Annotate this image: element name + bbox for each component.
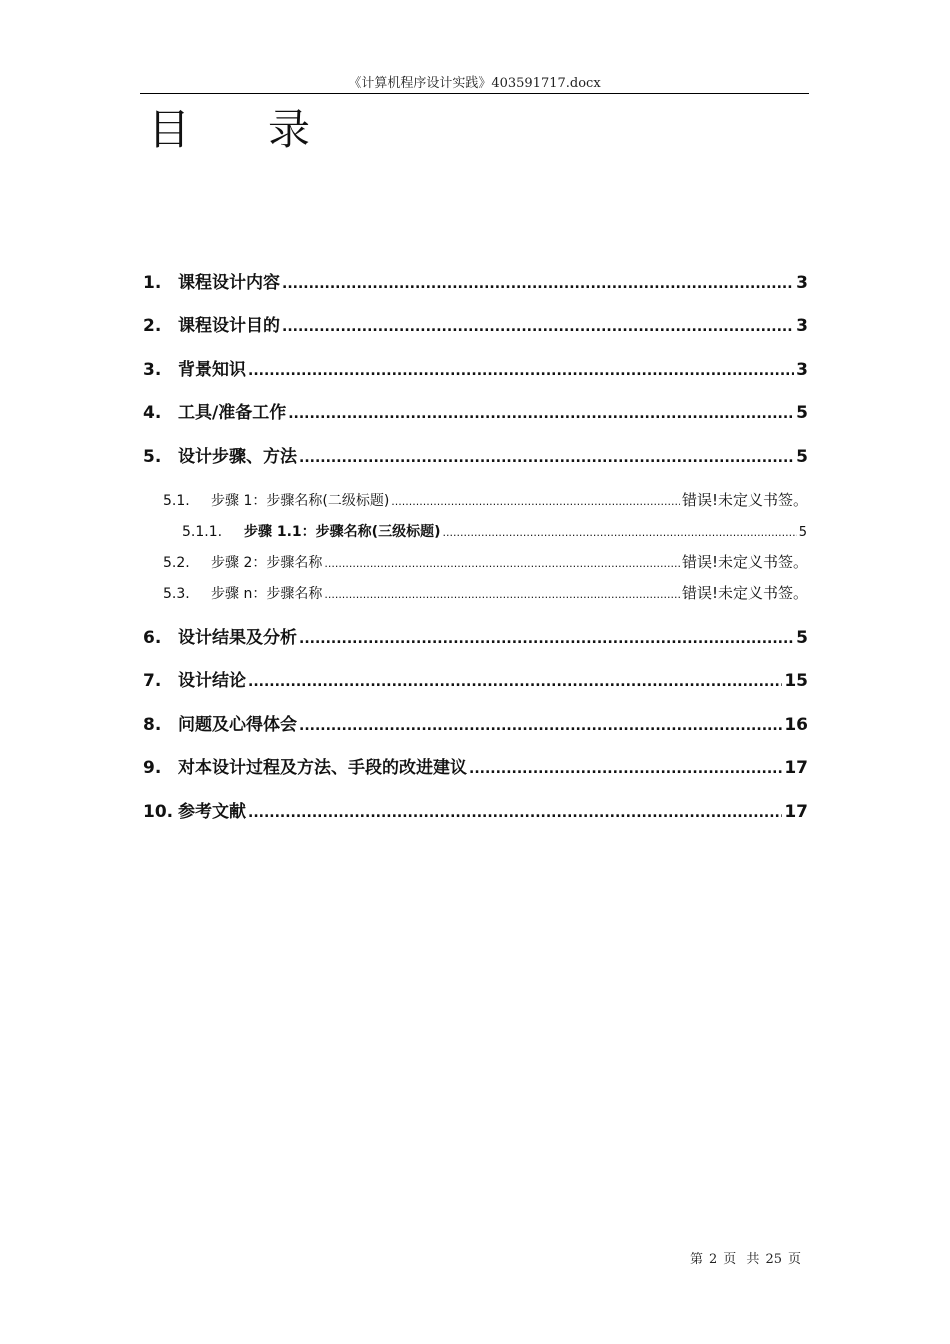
toc-entry-number: 2. xyxy=(143,316,162,336)
toc-entry-page: 3 xyxy=(796,360,808,380)
dot-leader xyxy=(442,526,796,539)
page-footer xyxy=(690,1248,807,1267)
toc-heading-char-2: 录 xyxy=(268,105,311,154)
toc-entry-number: 7. xyxy=(143,671,162,691)
toc-entry-number: 6. xyxy=(143,628,162,648)
footer-middle: 页 共 xyxy=(723,1252,760,1267)
toc-entry-page: 5 xyxy=(796,628,808,648)
toc-entry-page: 5 xyxy=(798,525,807,540)
toc-entry-title: 设计结论 xyxy=(178,671,246,691)
dot-leader xyxy=(299,450,794,466)
toc-entry-level-3[interactable] xyxy=(182,521,807,541)
dot-leader xyxy=(469,761,782,777)
dot-leader xyxy=(391,495,680,508)
toc-entry-level-2[interactable] xyxy=(163,582,808,603)
toc-entry-title: 步骤 1.1：步骤名称(三级标题) xyxy=(244,524,441,540)
toc-entry-page: 17 xyxy=(784,802,808,822)
dot-leader xyxy=(282,319,794,335)
toc-entry-number: 5.2. xyxy=(163,555,190,571)
toc-entry-number: 5.3. xyxy=(163,586,190,602)
toc-entry[interactable] xyxy=(143,753,808,778)
dot-leader xyxy=(324,588,680,601)
toc-entry[interactable] xyxy=(143,710,808,735)
toc-entry-page: 16 xyxy=(784,715,808,735)
toc-entry-level-2[interactable] xyxy=(163,489,808,510)
toc-entry-page: 3 xyxy=(796,316,808,336)
page-header: 《计算机程序设计实践》403591717.docx xyxy=(140,72,809,94)
toc-entry-page: 5 xyxy=(796,447,808,467)
toc-entry[interactable] xyxy=(143,797,808,822)
dot-leader xyxy=(299,718,782,734)
footer-suffix: 页 xyxy=(787,1252,801,1267)
dot-leader xyxy=(248,674,782,690)
toc-entry-number: 3. xyxy=(143,360,162,380)
toc-entry-title: 工具/准备工作 xyxy=(178,403,287,423)
toc-entry-page: 错误!未定义书签。 xyxy=(681,491,808,509)
dot-leader xyxy=(248,363,794,379)
toc-heading xyxy=(148,104,310,156)
toc-entry[interactable] xyxy=(143,666,808,691)
toc-entry[interactable] xyxy=(143,398,808,423)
toc-entry-number: 1. xyxy=(143,273,162,293)
toc-entry-title: 步骤 n：步骤名称 xyxy=(211,586,323,602)
toc-entry-title: 问题及心得体会 xyxy=(178,715,297,735)
toc-entry-title: 课程设计目的 xyxy=(178,316,280,336)
toc-heading-char-1: 目 xyxy=(148,105,191,154)
toc-entry-title: 步骤 1：步骤名称(二级标题) xyxy=(211,493,390,509)
toc-entry-title: 对本设计过程及方法、手段的改进建议 xyxy=(178,758,467,778)
toc-entry[interactable] xyxy=(143,623,808,648)
toc-entry-page: 3 xyxy=(796,273,808,293)
toc-entry-number: 10. xyxy=(143,802,174,822)
toc-entry-page: 5 xyxy=(796,403,808,423)
toc-entry-title: 背景知识 xyxy=(178,360,246,380)
dot-leader xyxy=(299,631,794,647)
toc-entry-title: 设计结果及分析 xyxy=(178,628,297,648)
toc-entry-title: 课程设计内容 xyxy=(178,273,280,293)
dot-leader xyxy=(324,557,680,570)
toc-entry-number: 5. xyxy=(143,447,162,467)
toc-entry-title: 参考文献 xyxy=(178,802,246,822)
toc-entry-page: 15 xyxy=(784,671,808,691)
dot-leader xyxy=(288,406,794,422)
toc-entry-title: 设计步骤、方法 xyxy=(178,447,297,467)
toc-entry-level-2[interactable] xyxy=(163,551,808,572)
toc-entry[interactable] xyxy=(143,442,808,467)
toc-entry-number: 8. xyxy=(143,715,162,735)
toc-entry-page: 17 xyxy=(784,758,808,778)
toc-entry-number: 9. xyxy=(143,758,162,778)
toc-entry[interactable] xyxy=(143,355,808,380)
toc-entry-title: 步骤 2：步骤名称 xyxy=(211,555,323,571)
footer-prefix: 第 xyxy=(690,1252,704,1267)
footer-current-page: 2 xyxy=(709,1252,718,1267)
toc-entry-number: 5.1.1. xyxy=(182,524,223,540)
footer-total-pages: 25 xyxy=(765,1252,782,1267)
toc-entry[interactable] xyxy=(143,268,808,293)
toc-entry-page: 错误!未定义书签。 xyxy=(681,553,808,571)
toc-entry[interactable] xyxy=(143,311,808,336)
dot-leader xyxy=(248,805,782,821)
toc-entry-number: 5.1. xyxy=(163,493,190,509)
toc-entry-number: 4. xyxy=(143,403,162,423)
toc-entry-page: 错误!未定义书签。 xyxy=(681,584,808,602)
dot-leader xyxy=(282,276,794,292)
